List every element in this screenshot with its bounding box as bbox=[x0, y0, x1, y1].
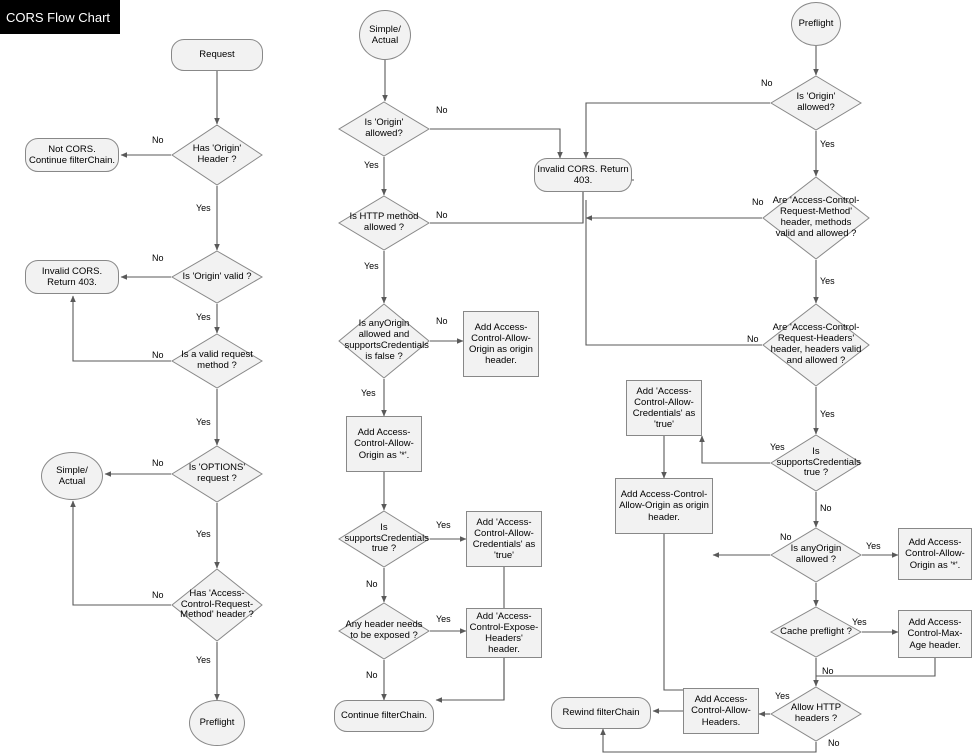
node-has-origin-header[interactable]: Has 'Origin' Header ? bbox=[171, 124, 263, 186]
node-any-header-exposed[interactable]: Any header needs to be exposed ? bbox=[338, 602, 430, 660]
node-rewind-filterchain[interactable]: Rewind filterChain bbox=[551, 697, 651, 729]
node-add-expose-headers[interactable]: Add 'Access-Control-Expose-Headers' header. bbox=[466, 608, 542, 658]
edge-label: Yes bbox=[436, 614, 451, 624]
node-pf-cache-preflight[interactable]: Cache preflight ? bbox=[770, 606, 862, 658]
page-title: CORS Flow Chart bbox=[0, 0, 120, 34]
node-pf-origin-allowed[interactable]: Is 'Origin' allowed? bbox=[770, 75, 862, 131]
node-not-cors-continue[interactable]: Not CORS. Continue filterChain. bbox=[25, 138, 119, 172]
node-invalid-cors-403-left[interactable]: Invalid CORS. Return 403. bbox=[25, 260, 119, 294]
node-pf-allow-http-headers[interactable]: Allow HTTP headers ? bbox=[770, 686, 862, 742]
edge-label: No bbox=[436, 316, 448, 326]
node-http-method-allowed[interactable]: Is HTTP method allowed ? bbox=[338, 195, 430, 251]
node-valid-request-method[interactable]: Is a valid request method ? bbox=[171, 333, 263, 389]
edge-label: Yes bbox=[436, 520, 451, 530]
node-add-allow-origin-origin-mid[interactable]: Add Access-Control-Allow-Origin as origin header. bbox=[463, 311, 539, 377]
node-supports-credentials-mid[interactable]: Is supportsCredentials true ? bbox=[338, 510, 430, 568]
edge-label: No bbox=[152, 253, 164, 263]
node-mid-origin-allowed[interactable]: Is 'Origin' allowed? bbox=[338, 101, 430, 157]
edge-label: No bbox=[761, 78, 773, 88]
node-add-allow-credentials-mid[interactable]: Add 'Access-Control-Allow-Credentials' as 'true' bbox=[466, 511, 542, 567]
edge-label: Yes bbox=[196, 655, 211, 665]
node-anyorigin-and-credentials-false[interactable]: Is anyOrigin allowed and supportsCredentials is false ? bbox=[338, 303, 430, 379]
edge-label: No bbox=[828, 738, 840, 748]
node-simple-actual-start[interactable]: Simple/ Actual bbox=[359, 10, 411, 60]
edge-label: Yes bbox=[820, 409, 835, 419]
edge-label: No bbox=[822, 666, 834, 676]
node-is-options-request[interactable]: Is 'OPTIONS' request ? bbox=[171, 445, 263, 503]
edge-label: No bbox=[366, 670, 378, 680]
node-pf-add-allow-origin-star[interactable]: Add Access-Control-Allow-Origin as '*'. bbox=[898, 528, 972, 580]
edge-label: Yes bbox=[820, 139, 835, 149]
edge-label: No bbox=[152, 135, 164, 145]
edge-label: Yes bbox=[852, 617, 867, 627]
edge-label: No bbox=[752, 197, 764, 207]
edge-label: No bbox=[436, 105, 448, 115]
node-pf-acr-headers-valid[interactable]: Are 'Access-Control-Request-Headers' header, headers valid and allowed ? bbox=[762, 303, 870, 387]
edge-label: Yes bbox=[196, 203, 211, 213]
edge-label: No bbox=[152, 590, 164, 600]
node-pf-anyorigin-allowed[interactable]: Is anyOrigin allowed ? bbox=[770, 527, 862, 583]
node-continue-filterchain[interactable]: Continue filterChain. bbox=[334, 700, 434, 732]
node-add-allow-origin-star-mid[interactable]: Add Access-Control-Allow-Origin as '*'. bbox=[346, 416, 422, 472]
edge-label: No bbox=[436, 210, 448, 220]
edge-label: No bbox=[780, 532, 792, 542]
edge-label: No bbox=[820, 503, 832, 513]
node-preflight-start[interactable]: Preflight bbox=[791, 2, 841, 46]
edge-label: Yes bbox=[361, 388, 376, 398]
node-simple-actual-left[interactable]: Simple/ Actual bbox=[41, 452, 103, 500]
edge-label: No bbox=[152, 350, 164, 360]
edge-label: Yes bbox=[866, 541, 881, 551]
node-preflight-left[interactable]: Preflight bbox=[189, 700, 245, 746]
edge-label: No bbox=[747, 334, 759, 344]
edge-label: No bbox=[152, 458, 164, 468]
edge-label: Yes bbox=[775, 691, 790, 701]
edge-label: Yes bbox=[770, 442, 785, 452]
edge-label: Yes bbox=[196, 529, 211, 539]
edge-label: Yes bbox=[364, 261, 379, 271]
node-pf-add-allow-credentials[interactable]: Add 'Access-Control-Allow-Credentials' as 'true' bbox=[626, 380, 702, 436]
node-pf-add-allow-origin-origin[interactable]: Add Access-Control-Allow-Origin as origin header. bbox=[615, 478, 713, 534]
node-has-acr-method-header[interactable]: Has 'Access-Control-Request-Method' header ? bbox=[171, 568, 263, 642]
edge-label: Yes bbox=[196, 312, 211, 322]
node-request[interactable]: Request bbox=[171, 39, 263, 71]
edge-label: Yes bbox=[820, 276, 835, 286]
node-invalid-cors-403-mid[interactable]: Invalid CORS. Return 403. bbox=[534, 158, 632, 192]
edge-label: Yes bbox=[196, 417, 211, 427]
node-is-origin-valid[interactable]: Is 'Origin' valid ? bbox=[171, 250, 263, 304]
edge-label: No bbox=[366, 579, 378, 589]
node-pf-supports-credentials[interactable]: Is supportsCredentials true ? bbox=[770, 434, 862, 492]
edge-label: Yes bbox=[364, 160, 379, 170]
node-pf-add-max-age[interactable]: Add Access-Control-Max-Age header. bbox=[898, 610, 972, 658]
node-pf-add-allow-headers[interactable]: Add Access-Control-Allow-Headers. bbox=[683, 688, 759, 734]
node-pf-acr-method-valid[interactable]: Are 'Access-Control-Request-Method' header, methods valid and allowed ? bbox=[762, 176, 870, 260]
